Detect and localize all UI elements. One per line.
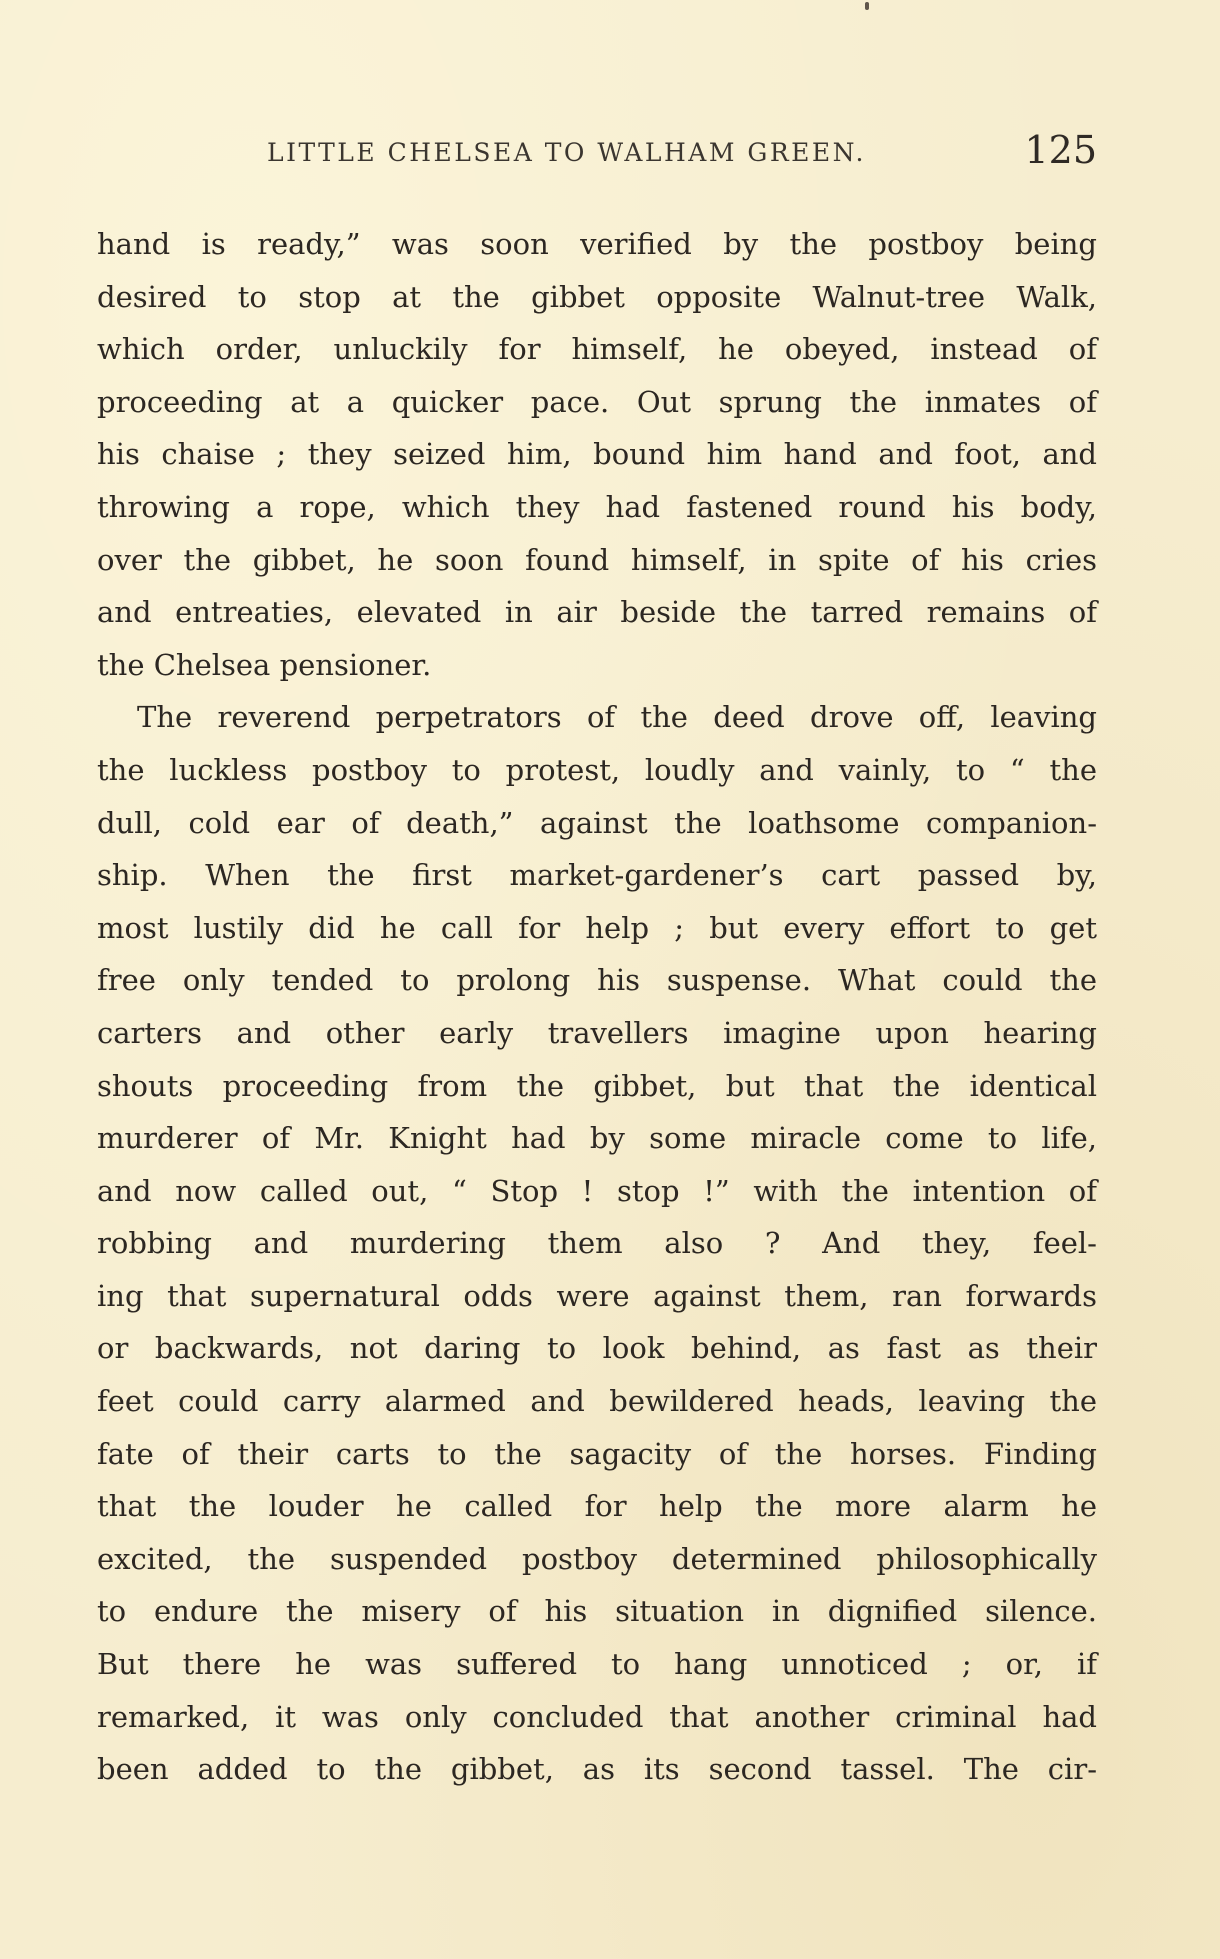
text-line: throwing a rope, which they had fastened round his body,: [97, 489, 1097, 524]
text-line: desired to stop at the gibbet opposite Walnut-tree Walk,: [97, 279, 1097, 314]
text-line: which order, unluckily for himself, he obeyed, instead of: [97, 332, 1097, 367]
text-line: remarked, it was only concluded that another criminal had: [97, 1699, 1097, 1734]
text-line: and now called out, “ Stop ! stop !” with the intention of: [97, 1173, 1097, 1208]
running-title: LITTLE CHELSEA TO WALHAM GREEN.: [267, 138, 866, 167]
ink-speck: [865, 2, 869, 10]
text-line: to endure the misery of his situation in dignified silence.: [97, 1594, 1097, 1629]
text-line: feet could carry alarmed and bewildered heads, leaving the: [97, 1384, 1097, 1419]
text-line: robbing and murdering them also ? And they, feel-: [97, 1226, 1097, 1261]
text-line: most lustily did he call for help ; but every effort to get: [97, 910, 1097, 945]
text-line: his chaise ; they seized him, bound him hand and foot, and: [97, 437, 1097, 472]
text-line: But there he was suffered to hang unnoticed ; or, if: [97, 1647, 1097, 1682]
text-line: that the louder he called for help the more alarm he: [97, 1489, 1097, 1524]
text-line: ship. When the first market-gardener’s cart passed by,: [97, 858, 1097, 893]
running-head: [97, 128, 1097, 178]
text-line: ing that supernatural odds were against them, ran forwards: [97, 1278, 1097, 1313]
text-line: proceeding at a quicker pace. Out sprung the inmates of: [97, 384, 1097, 419]
paragraph-end-line: the Chelsea pensioner.: [97, 647, 432, 682]
text-line: murderer of Mr. Knight had by some miracle come to life,: [97, 1121, 1097, 1156]
text-line: been added to the gibbet, as its second tassel. The cir-: [97, 1752, 1097, 1787]
text-line: and entreaties, elevated in air beside the tarred remains of: [97, 595, 1097, 630]
text-line: or backwards, not daring to look behind, as fast as their: [97, 1331, 1097, 1366]
text-line: fate of their carts to the sagacity of the horses. Finding: [97, 1436, 1097, 1471]
text-line: excited, the suspended postboy determined philosophically: [97, 1541, 1097, 1576]
text-line: hand is ready,” was soon verified by the postboy being: [97, 227, 1097, 261]
page-number: 125: [1024, 128, 1097, 172]
paragraph-start-line: The reverend perpetrators of the deed drove off, leaving: [137, 700, 1097, 735]
text-line: carters and other early travellers imagine upon hearing: [97, 1015, 1097, 1050]
text-line: the luckless postboy to protest, loudly and vainly, to “ the: [97, 752, 1097, 787]
text-line: free only tended to prolong his suspense. What could the: [97, 963, 1097, 998]
text-line: shouts proceeding from the gibbet, but that the identical: [97, 1068, 1097, 1103]
text-line: over the gibbet, he soon found himself, in spite of his cries: [97, 542, 1097, 577]
text-line: dull, cold ear of death,” against the loathsome companion-: [97, 805, 1097, 840]
body-text: [97, 218, 1097, 1796]
